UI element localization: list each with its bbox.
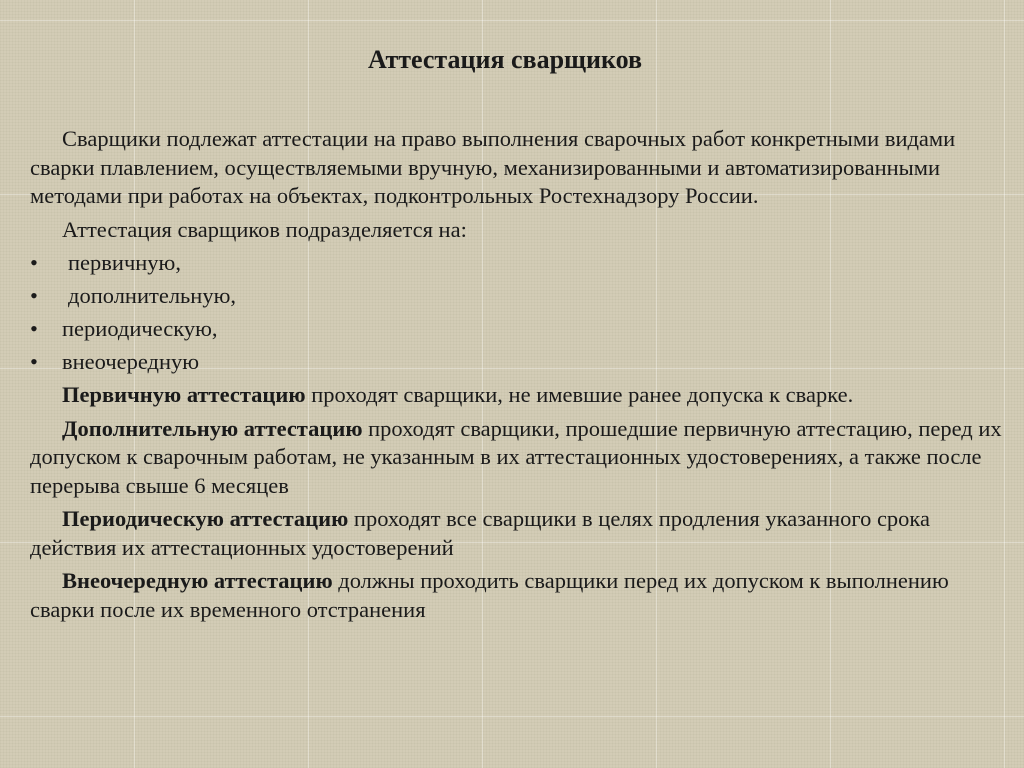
slide-content xyxy=(30,125,1005,629)
bullet-icon: • xyxy=(30,250,38,275)
definition-term: Внеочередную аттестацию xyxy=(62,568,333,593)
definition-text: проходят сварщики, не имевшие ранее допуска к сварке. xyxy=(305,382,854,407)
attestation-types-list xyxy=(30,249,1005,376)
bullet-icon: • xyxy=(30,316,38,341)
definition-additional xyxy=(30,415,1005,501)
slide-title: Аттестация сварщиков xyxy=(367,45,643,74)
list-item-label: внеочередную xyxy=(62,349,200,374)
bullet-icon: • xyxy=(30,283,38,308)
list-item-label: первичную, xyxy=(68,250,181,275)
list-item xyxy=(30,348,1005,376)
definition-text: должны проходить сварщики перед их допуском к выполнению сварки после их временного отстранения xyxy=(30,568,949,622)
list-item-label: дополнительную, xyxy=(68,283,237,308)
definition-periodic xyxy=(30,505,1005,562)
intro-paragraph: Сварщики подлежат аттестации на право выполнения сварочных работ конкретными видами сварки плавлением, осуществляемыми вручную, механизированными и автоматизированными методами при работах на объектах, подконтрольных Ростехнадзору России. xyxy=(30,126,956,208)
definition-text: проходят все сварщики в целях продления указанного срока действия их аттестационных удостоверений xyxy=(30,506,931,560)
list-item xyxy=(30,282,1005,310)
bullet-icon: • xyxy=(30,349,38,374)
definition-term: Периодическую аттестацию xyxy=(62,506,349,531)
division-intro: Аттестация сварщиков подразделяется на: xyxy=(62,216,467,242)
list-item xyxy=(30,315,1005,343)
definition-text: проходят сварщики, прошедшие первичную аттестацию, перед их допуском к сварочным работам, не указанным в их аттестационных удостоверениях, а также после перерыва свыше 6 месяцев xyxy=(30,415,1002,498)
definition-term: Дополнительную аттестацию xyxy=(62,415,363,441)
list-item xyxy=(30,249,1005,277)
definition-term: Первичную аттестацию xyxy=(62,382,306,407)
definition-extraordinary xyxy=(30,567,1005,624)
definition-primary xyxy=(30,381,1005,410)
list-item-label: периодическую, xyxy=(62,316,218,341)
